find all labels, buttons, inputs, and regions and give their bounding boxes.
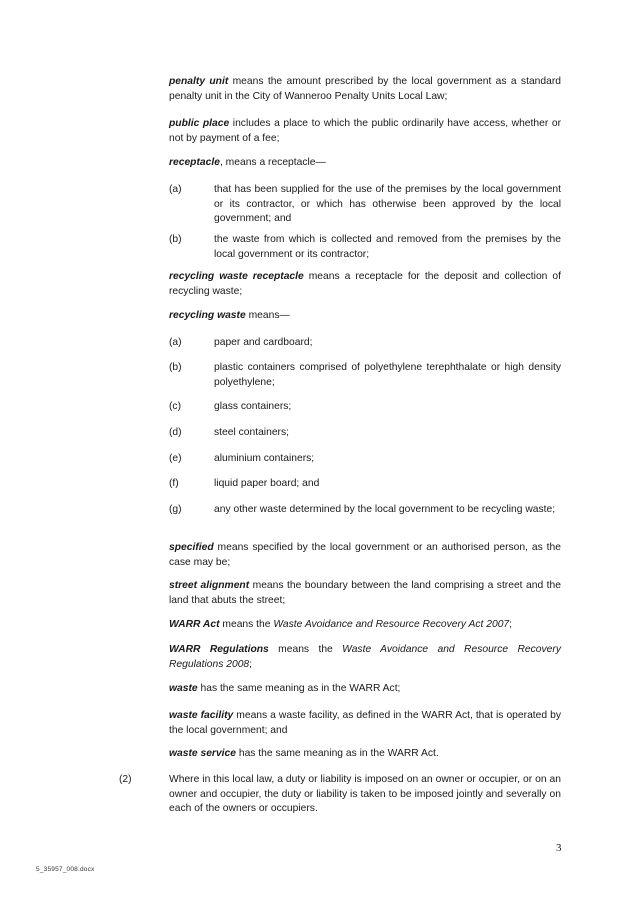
definition-specified: [169, 541, 561, 570]
list-item: [169, 477, 561, 492]
definition-text: means the: [268, 644, 343, 655]
item-label: (a): [169, 184, 182, 195]
list-item: [169, 336, 561, 351]
definition-text: means the: [219, 619, 274, 630]
item-label: (d): [169, 427, 182, 438]
definition-waste: [169, 682, 561, 697]
item-text: glass containers;: [214, 401, 292, 412]
defined-term: penalty unit: [169, 76, 229, 87]
definition-recycling-waste-receptacle: [169, 270, 561, 299]
list-item: [169, 183, 561, 227]
defined-term: waste service: [169, 748, 236, 759]
definition-text: means a waste facility, as defined in the WARR Act, that is operated by the local government; and: [169, 710, 561, 736]
definition-text-end: ;: [249, 658, 253, 670]
definition-warr-regulations: [169, 643, 561, 672]
item-text: aluminium containers;: [214, 453, 315, 464]
item-label: (b): [169, 234, 182, 245]
list-item: [169, 426, 561, 441]
item-text: any other waste determined by the local government to be recycling waste;: [214, 504, 556, 515]
defined-term: recycling waste receptacle: [169, 271, 304, 282]
document-footer-reference: 5_35957_008.docx: [36, 866, 95, 873]
defined-term: public place: [169, 118, 230, 129]
defined-term: receptacle: [169, 157, 220, 168]
list-item: [169, 361, 561, 391]
item-label: (f): [169, 478, 179, 489]
definition-text: means the boundary between the land comprising a street and the land that abuts the street;: [169, 580, 561, 606]
list-item: [169, 503, 561, 533]
item-label: (g): [169, 504, 182, 515]
item-text: steel containers;: [214, 427, 289, 438]
defined-term: WARR Act: [169, 619, 220, 630]
defined-term: recycling waste: [169, 310, 246, 321]
item-text: the waste from which is collected and removed from the premises by the local government or its contractor;: [214, 234, 561, 260]
definition-text: has the same meaning as in the WARR Act;: [197, 683, 401, 694]
subsection-text: Where in this local law, a duty or liability is imposed on an owner or occupier, or on an owner and occupier, the duty or liability is taken to be imposed jointly and severally on each of the owners or occupiers.: [169, 774, 561, 815]
definition-text-end: ;: [509, 619, 513, 630]
page-number: 3: [556, 842, 562, 854]
defined-term: specified: [169, 542, 214, 553]
defined-term: street alignment: [169, 580, 250, 591]
definition-penalty-unit: [169, 75, 561, 104]
item-label: (e): [169, 453, 182, 464]
definition-public-place: [169, 117, 561, 146]
definition-text: means a receptacle for the deposit and collection of recycling waste;: [169, 271, 561, 297]
definition-text: has the same meaning as in the WARR Act.: [235, 748, 439, 759]
definition-recycling-waste: [169, 309, 561, 324]
definition-text: means specified by the local government or an authorised person, as the case may be;: [169, 542, 561, 568]
list-item: [169, 233, 561, 263]
defined-term: waste facility: [169, 710, 234, 721]
definition-waste-facility: [169, 709, 561, 738]
statute-title: Waste Avoidance and Resource Recovery Act 2007: [273, 619, 510, 630]
item-label: (c): [169, 401, 182, 412]
definition-text: means—: [245, 310, 290, 321]
defined-term: waste: [169, 683, 198, 694]
statute-title: Waste Avoidance and Resource Recovery Regulations 2008: [169, 644, 561, 670]
definition-waste-service: [169, 747, 561, 762]
definition-warr-act: [169, 618, 561, 633]
subsection-number: (2): [119, 774, 132, 785]
item-text: plastic containers comprised of polyethylene terephthalate or high density polyethylene;: [214, 362, 561, 388]
list-item: [169, 400, 561, 415]
definition-street-alignment: [169, 579, 561, 608]
item-label: (b): [169, 362, 182, 373]
item-label: (a): [169, 337, 182, 348]
item-text: that has been supplied for the use of the premises by the local government or its contractor, or which has otherwise been approved by the local government; and: [214, 184, 561, 225]
definition-text: includes a place to which the public ordinarily have access, whether or not by payment of a fee;: [169, 118, 561, 144]
defined-term: WARR Regulations: [169, 644, 269, 655]
definition-receptacle: [169, 156, 561, 171]
list-item: [169, 452, 561, 467]
item-text: liquid paper board; and: [214, 478, 320, 489]
item-text: paper and cardboard;: [214, 337, 313, 348]
definition-text: , means a receptacle—: [219, 157, 326, 168]
definition-text: means the amount prescribed by the local government as a standard penalty unit in the City of Wanneroo Penalty Units Local Law;: [169, 76, 562, 102]
